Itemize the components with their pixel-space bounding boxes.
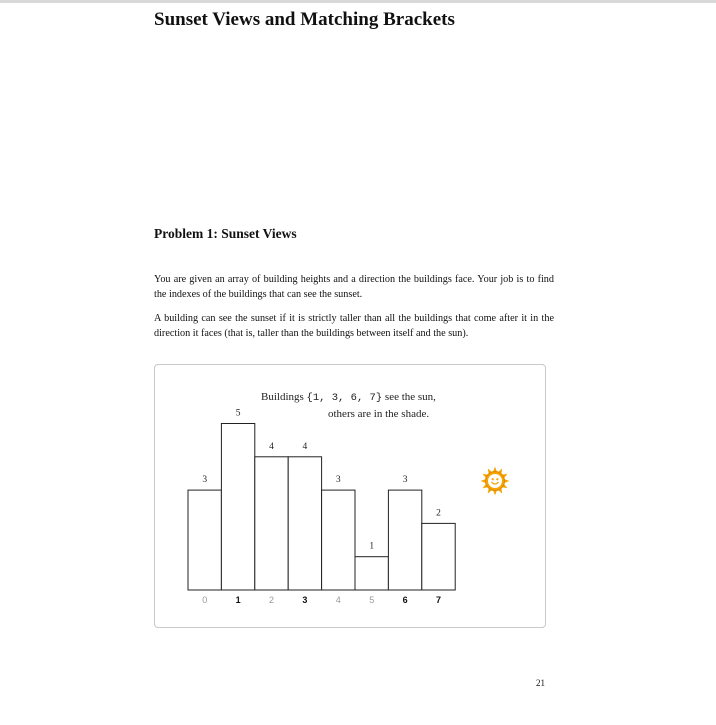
section-title: Problem 1: Sunset Views bbox=[154, 226, 297, 241]
caption-line-1 bbox=[261, 391, 436, 404]
index-label-1: 1 bbox=[235, 595, 241, 605]
height-label-6: 3 bbox=[402, 475, 408, 486]
building-bar-7 bbox=[422, 523, 455, 590]
index-label-6: 6 bbox=[402, 595, 408, 605]
building-bar-5 bbox=[355, 557, 388, 590]
sun-icon bbox=[481, 467, 510, 496]
page-top-rule bbox=[0, 0, 716, 3]
page-number: 21 bbox=[536, 678, 545, 688]
building-bar-4 bbox=[322, 490, 355, 590]
caption-set: {1, 3, 6, 7} bbox=[306, 392, 383, 404]
index-label-7: 7 bbox=[435, 595, 442, 605]
sun-ray bbox=[493, 467, 497, 472]
caption-suffix: see the sun, bbox=[382, 391, 436, 403]
height-label-3: 4 bbox=[302, 441, 308, 452]
index-label-5: 5 bbox=[369, 595, 375, 605]
building-bar-1 bbox=[221, 424, 254, 591]
sunset-chart bbox=[155, 365, 545, 627]
height-label-2: 4 bbox=[269, 441, 274, 452]
building-bar-3 bbox=[288, 457, 321, 590]
sun-ray bbox=[504, 479, 509, 483]
index-label-4: 4 bbox=[335, 595, 341, 605]
height-label-4: 3 bbox=[335, 475, 341, 486]
index-label-3: 3 bbox=[302, 595, 308, 605]
index-label-2: 2 bbox=[268, 595, 275, 605]
sun-ray bbox=[493, 490, 497, 495]
building-bar-6 bbox=[388, 490, 421, 590]
index-label-0: 0 bbox=[202, 595, 208, 605]
height-label-0: 3 bbox=[202, 475, 208, 486]
building-bar-2 bbox=[255, 457, 288, 590]
sun-ray bbox=[481, 479, 486, 483]
height-label-5: 1 bbox=[369, 541, 375, 552]
caption-line-2: others are in the shade. bbox=[328, 408, 430, 420]
height-label-7: 2 bbox=[436, 508, 441, 519]
building-bar-0 bbox=[188, 490, 221, 590]
sunset-figure bbox=[154, 364, 546, 628]
paragraph-rule: A building can see the sunset if it is strictly taller than all the buildings that come after it in the direction it faces (that is, taller than the buildings between itself and the sun). bbox=[154, 313, 554, 339]
paragraph-intro: You are given an array of building heights and a direction the buildings face. Your job is to find the indexes of the buildings that can see the sunset. bbox=[154, 274, 554, 300]
buildings-group bbox=[188, 409, 455, 606]
caption-prefix: Buildings bbox=[261, 391, 307, 403]
page-title: Sunset Views and Matching Brackets bbox=[154, 9, 455, 30]
height-label-1: 5 bbox=[235, 408, 241, 419]
